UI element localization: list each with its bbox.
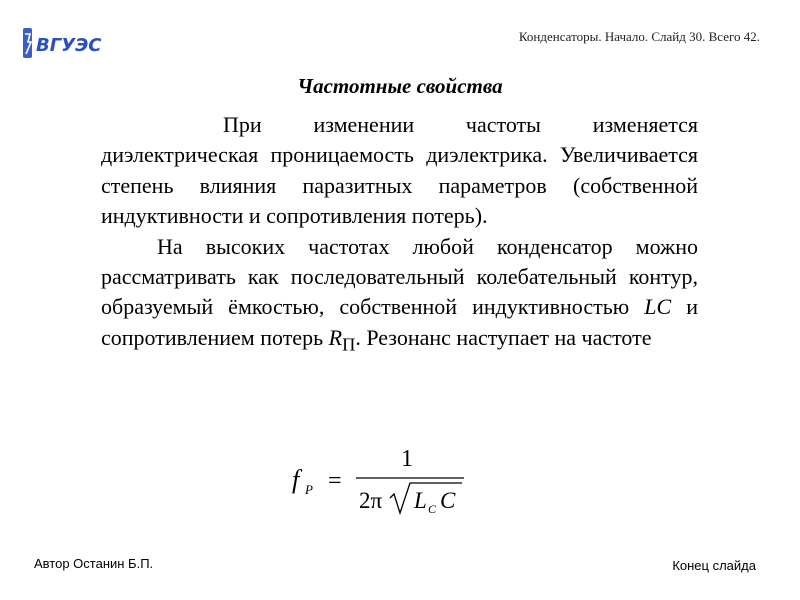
- resonance-formula: [286, 438, 476, 518]
- paragraph-2: [101, 232, 698, 360]
- formula-lhs-subscript: P: [305, 482, 313, 497]
- formula-den-l: L: [414, 488, 427, 513]
- logo-text: ВГУЭС: [36, 35, 102, 56]
- paragraph-2-lc: LC: [644, 294, 672, 320]
- university-logo: [20, 26, 116, 60]
- formula-equals: =: [328, 468, 342, 494]
- formula-numerator: 1: [401, 446, 413, 472]
- paragraph-1: При изменении частоты изменяется диэлектрическая проницаемость диэлектрика. Увеличивается степень влияния паразитных параметров (собственной индуктивности и сопротивления потерь).: [101, 112, 698, 229]
- formula-den-l-subscript: C: [428, 502, 437, 516]
- paragraph-2-text-c: . Резонанс наступает на частоте: [355, 324, 652, 350]
- slide-body: [101, 110, 698, 360]
- paragraph-2-r: R: [328, 324, 343, 350]
- paragraph-2-r-subscript: П: [342, 334, 356, 355]
- paragraph-2-text-b: и сопротивлением потерь: [101, 294, 698, 350]
- slide-counter: Конденсаторы. Начало. Слайд 30. Всего 42.: [518, 29, 760, 44]
- footer-author: Автор Останин Б.П.: [34, 556, 154, 571]
- slide-title: Частотные свойства: [297, 74, 503, 98]
- formula-den-c: C: [440, 488, 456, 513]
- paragraph-2-text-a: На высоких частотах любой конденсатор можно рассматривать как последовательный колебательный контур, образуемый ёмкостью, собственной индуктивностью: [101, 233, 698, 320]
- footer-end-label: Конец слайда: [672, 558, 756, 573]
- formula-lhs: f: [292, 465, 300, 494]
- formula-den-prefix: 2π: [359, 488, 383, 513]
